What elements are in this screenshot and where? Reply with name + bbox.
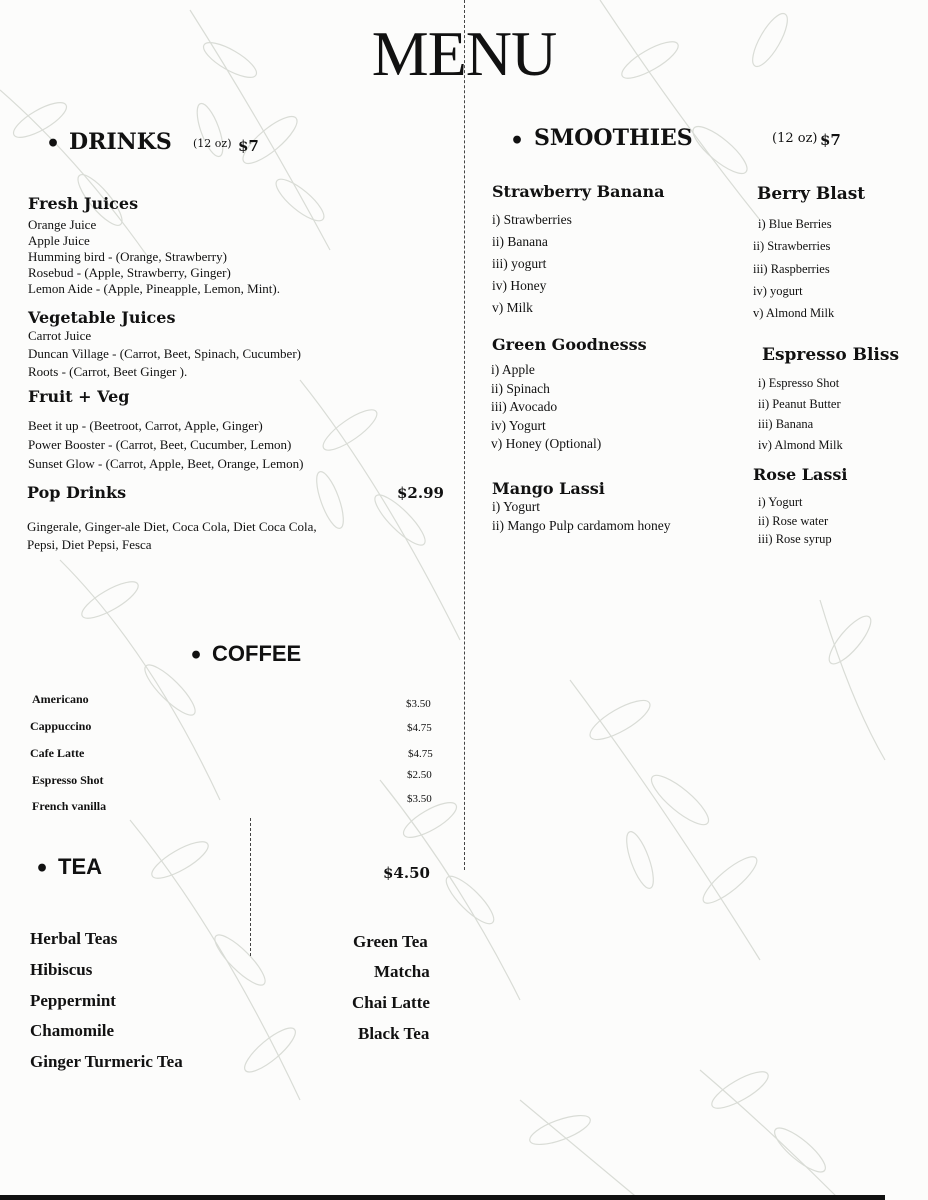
mango-lassi-list bbox=[492, 498, 670, 535]
coffee-item-price: $3.50 bbox=[407, 793, 432, 805]
list-item: Orange Juice bbox=[28, 217, 97, 232]
pop-drinks-list bbox=[27, 519, 317, 553]
list-item: Gingerale, Ginger-ale Diet, Coca Cola, Diet Coca Cola, bbox=[27, 519, 317, 534]
list-item: v) Almond Milk bbox=[753, 306, 835, 321]
vegetable-juices-title: Vegetable Juices bbox=[28, 308, 176, 327]
green-goodness-list bbox=[491, 361, 601, 454]
tea-item-left: Ginger Turmeric Tea bbox=[30, 1052, 183, 1071]
list-item: iv) Almond Milk bbox=[758, 437, 843, 452]
list-item: i) Yogurt bbox=[758, 495, 803, 509]
fresh-juices-list bbox=[28, 217, 280, 297]
page-title: MENU bbox=[371, 18, 557, 89]
drinks-heading: DRINKS bbox=[69, 129, 172, 155]
list-item: ii) Banana bbox=[492, 234, 548, 249]
list-item: ii) Rose water bbox=[758, 513, 829, 528]
bottom-border bbox=[0, 1195, 885, 1200]
strawberry-banana-list bbox=[492, 209, 572, 319]
tea-item-left: Hibiscus bbox=[30, 960, 93, 979]
coffee-item-price: $2.50 bbox=[407, 769, 432, 781]
coffee-item-name: Espresso Shot bbox=[32, 773, 104, 787]
list-item: ii) Spinach bbox=[491, 380, 550, 396]
espresso-bliss-list bbox=[758, 373, 843, 455]
coffee-heading: COFFEE bbox=[212, 641, 302, 666]
fruit-veg-list bbox=[28, 418, 303, 472]
list-item: ii) Peanut Butter bbox=[758, 396, 841, 411]
tea-bullet-icon: • bbox=[35, 856, 50, 882]
list-item: Sunset Glow - (Carrot, Apple, Beet, Orange, Lemon) bbox=[28, 456, 304, 471]
list-item: Beet it up - (Beetroot, Carrot, Apple, Ginger) bbox=[28, 418, 263, 433]
list-item: Rosebud - (Apple, Strawberry, Ginger) bbox=[28, 265, 231, 280]
fresh-juices-title: Fresh Juices bbox=[28, 194, 139, 213]
coffee-item-name: Cappuccino bbox=[30, 719, 92, 733]
list-item: Lemon Aide - (Apple, Pineapple, Lemon, Mint). bbox=[28, 281, 281, 296]
list-item: i) Yogurt bbox=[492, 499, 541, 514]
list-item: iv) Yogurt bbox=[491, 417, 546, 433]
coffee-item-price: $4.75 bbox=[408, 748, 433, 760]
list-item: Apple Juice bbox=[28, 233, 90, 248]
tea-item-right: Green Tea bbox=[353, 932, 428, 951]
strawberry-banana-title: Strawberry Banana bbox=[492, 182, 665, 201]
pop-drinks-title: Pop Drinks bbox=[27, 483, 127, 502]
list-item: v) Honey (Optional) bbox=[491, 436, 602, 451]
list-item: ii) Mango Pulp cardamom honey bbox=[492, 517, 671, 533]
list-item: i) Strawberries bbox=[492, 212, 572, 227]
list-item: iii) Avocado bbox=[491, 399, 558, 414]
tea-item-left: Herbal Teas bbox=[30, 929, 118, 948]
coffee-item-name: French vanilla bbox=[32, 799, 107, 813]
list-item: Roots - (Carrot, Beet Ginger ). bbox=[28, 364, 188, 379]
list-item: Duncan Village - (Carrot, Beet, Spinach, Cucumber) bbox=[28, 346, 301, 361]
smoothies-price: $7 bbox=[820, 131, 841, 149]
list-item: i) Apple bbox=[491, 362, 535, 377]
tea-item-left: Chamomile bbox=[30, 1021, 115, 1040]
smoothies-bullet-icon: • bbox=[510, 128, 525, 154]
list-item: Carrot Juice bbox=[28, 328, 92, 343]
mango-lassi-title: Mango Lassi bbox=[492, 479, 605, 498]
espresso-bliss-title: Espresso Bliss bbox=[762, 345, 900, 365]
coffee-item-price: $4.75 bbox=[407, 722, 432, 734]
list-item: iii) Rose syrup bbox=[758, 532, 832, 546]
tea-heading: TEA bbox=[58, 854, 102, 879]
drinks-price: $7 bbox=[238, 137, 259, 155]
rose-lassi-title: Rose Lassi bbox=[753, 465, 848, 484]
list-item: Humming bird - (Orange, Strawberry) bbox=[28, 249, 227, 264]
smoothies-heading: SMOOTHIES bbox=[534, 125, 693, 151]
tea-price: $4.50 bbox=[383, 864, 430, 882]
list-item: iii) Raspberries bbox=[753, 261, 830, 276]
berry-blast-title: Berry Blast bbox=[757, 184, 866, 204]
green-goodness-title: Green Goodnesss bbox=[492, 335, 647, 354]
list-item: iii) Banana bbox=[758, 417, 814, 431]
tea-column-divider bbox=[250, 818, 251, 956]
coffee-item-name: Cafe Latte bbox=[30, 746, 85, 760]
drinks-size: (12 oz) bbox=[193, 137, 232, 150]
tea-item-right: Black Tea bbox=[358, 1024, 430, 1043]
vegetable-juices-list bbox=[28, 328, 301, 380]
list-item: Power Booster - (Carrot, Beet, Cucumber, Lemon) bbox=[28, 437, 292, 452]
list-item: i) Blue Berries bbox=[758, 217, 832, 231]
list-item: Pepsi, Diet Pepsi, Fesca bbox=[27, 537, 152, 552]
rose-lassi-list bbox=[758, 493, 832, 549]
smoothies-size: (12 oz) bbox=[772, 131, 818, 146]
fruit-veg-title: Fruit + Veg bbox=[28, 387, 130, 406]
drinks-bullet-icon: • bbox=[46, 131, 61, 157]
column-divider bbox=[464, 0, 465, 870]
coffee-item-name: Americano bbox=[32, 692, 89, 706]
list-item: v) Milk bbox=[492, 300, 533, 315]
list-item: i) Espresso Shot bbox=[758, 376, 840, 390]
berry-blast-list bbox=[753, 213, 834, 324]
tea-item-right: Chai Latte bbox=[352, 993, 430, 1012]
pop-drinks-price: $2.99 bbox=[397, 484, 444, 502]
list-item: ii) Strawberries bbox=[753, 239, 831, 254]
list-item: iii) yogurt bbox=[492, 256, 547, 271]
list-item: iv) Honey bbox=[492, 278, 547, 293]
coffee-item-price: $3.50 bbox=[406, 698, 431, 710]
list-item: iv) yogurt bbox=[753, 283, 803, 298]
tea-item-right: Matcha bbox=[374, 962, 430, 981]
coffee-bullet-icon: • bbox=[189, 643, 204, 669]
tea-item-left: Peppermint bbox=[30, 991, 116, 1010]
